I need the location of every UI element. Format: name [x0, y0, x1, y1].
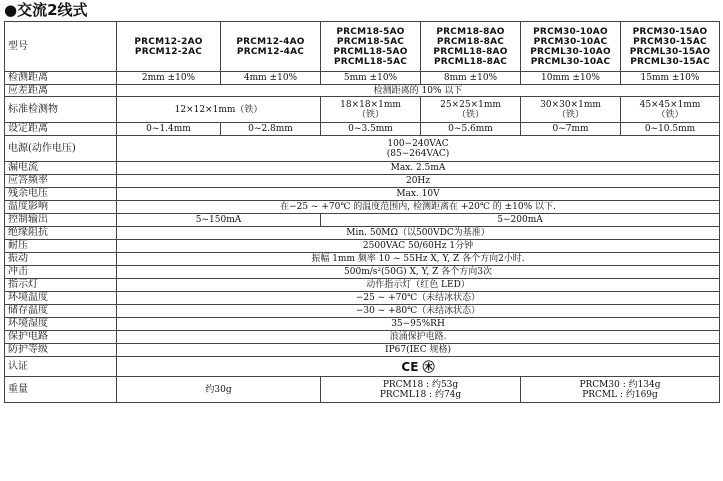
- vibration-row: [5, 253, 720, 266]
- row-label: 重量: [5, 377, 117, 403]
- row-label: 认证: [5, 357, 117, 377]
- model-cell: PRCM18-8AO PRCM18-8AC PRCML18-8AO PRCML18-8AC: [421, 22, 521, 72]
- value-cell: 2500VAC 50/60Hz 1分钟: [117, 240, 720, 253]
- value-cell: Min. 50MΩ（以500VDC为基准）: [117, 227, 720, 240]
- value-cell: 4mm ±10%: [221, 72, 321, 85]
- set-distance-row: [5, 123, 720, 136]
- value-cell: 约30g: [117, 377, 321, 403]
- row-label: 漏电流: [5, 162, 117, 175]
- model-cell: PRCM12-2AO PRCM12-2AC: [117, 22, 221, 72]
- row-label: 应差距离: [5, 85, 117, 97]
- row-label: 标准检测物: [5, 97, 117, 123]
- ambient-temp-row: [5, 292, 720, 305]
- row-label: 电源(动作电压): [5, 136, 117, 162]
- dielectric-row: [5, 240, 720, 253]
- model-label: 型号: [5, 22, 117, 72]
- certification-marks-icon: CE ㊍: [117, 357, 720, 377]
- row-label: 耐压: [5, 240, 117, 253]
- value-cell: −30 ~ +80℃（未结冰状态）: [117, 305, 720, 318]
- model-row: [5, 22, 720, 72]
- value-cell: 0~10.5mm: [621, 123, 720, 136]
- residual-row: [5, 188, 720, 201]
- hysteresis-row: [5, 85, 720, 97]
- value-cell: Max. 10V: [117, 188, 720, 201]
- ambient-humidity-row: [5, 318, 720, 331]
- value-cell: 0~1.4mm: [117, 123, 221, 136]
- shock-row: [5, 266, 720, 279]
- insulation-row: [5, 227, 720, 240]
- value-cell: 500m/s²(50G) X, Y, Z 各个方向3次: [117, 266, 720, 279]
- value-cell: 振幅 1mm 频率 10 ~ 55Hz X, Y, Z 各个方向2小时.: [117, 253, 720, 266]
- row-label: 储存温度: [5, 305, 117, 318]
- model-cell: PRCM30-15AO PRCM30-15AC PRCML30-15AO PRCML30-15AC: [621, 22, 720, 72]
- row-label: 设定距离: [5, 123, 117, 136]
- ip-rating-row: [5, 344, 720, 357]
- row-label: 检测距离: [5, 72, 117, 85]
- control-output-row: [5, 214, 720, 227]
- value-cell: 12×12×1mm（铁）: [117, 97, 321, 123]
- row-label: 振动: [5, 253, 117, 266]
- row-label: 应答频率: [5, 175, 117, 188]
- value-cell: 5−200mA: [321, 214, 720, 227]
- power-row: [5, 136, 720, 162]
- response-row: [5, 175, 720, 188]
- value-cell: 8mm ±10%: [421, 72, 521, 85]
- value-cell: PRCM18 : 约53g PRCML18 : 约74g: [321, 377, 521, 403]
- value-cell: 5~150mA: [117, 214, 321, 227]
- value-cell: PRCM30 : 约134g PRCML : 约169g: [521, 377, 720, 403]
- weight-row: [5, 377, 720, 403]
- row-label: 环境温度: [5, 292, 117, 305]
- temperature-row: [5, 201, 720, 214]
- standard-object-row: [5, 97, 720, 123]
- value-cell: IP67(IEC 规格): [117, 344, 720, 357]
- value-cell: 在−25 ~ +70℃ 的温度范围内, 检测距离在 +20℃ 的 ±10% 以下.: [117, 201, 720, 214]
- protection-row: [5, 331, 720, 344]
- page-title: ●交流2线式: [4, 1, 88, 19]
- row-label: 环境湿度: [5, 318, 117, 331]
- value-cell: 15mm ±10%: [621, 72, 720, 85]
- value-cell: 检测距离的 10% 以下: [117, 85, 720, 97]
- value-cell: 0~7mm: [521, 123, 621, 136]
- row-label: 指示灯: [5, 279, 117, 292]
- model-cell: PRCM30-10AO PRCM30-10AC PRCML30-10AO PRCML30-10AC: [521, 22, 621, 72]
- value-cell: 100−240VAC (85−264VAC): [117, 136, 720, 162]
- value-cell: 动作指示灯（红色 LED）: [117, 279, 720, 292]
- value-cell: 25×25×1mm （铁）: [421, 97, 521, 123]
- value-cell: 30×30×1mm （铁）: [521, 97, 621, 123]
- value-cell: 5mm ±10%: [321, 72, 421, 85]
- spec-table: [4, 21, 720, 403]
- value-cell: 浪涌保护电路.: [117, 331, 720, 344]
- detect-distance-row: [5, 72, 720, 85]
- indicator-row: [5, 279, 720, 292]
- row-label: 残余电压: [5, 188, 117, 201]
- row-label: 冲击: [5, 266, 117, 279]
- value-cell: 0~2.8mm: [221, 123, 321, 136]
- row-label: 控制输出: [5, 214, 117, 227]
- value-cell: 0~3.5mm: [321, 123, 421, 136]
- value-cell: −25 ~ +70℃（未结冰状态）: [117, 292, 720, 305]
- value-cell: 18×18×1mm （铁）: [321, 97, 421, 123]
- value-cell: 10mm ±10%: [521, 72, 621, 85]
- model-cell: PRCM18-5AO PRCM18-5AC PRCML18-5AO PRCML18-5AC: [321, 22, 421, 72]
- row-label: 绝缘阻抗: [5, 227, 117, 240]
- storage-temp-row: [5, 305, 720, 318]
- row-label: 保护电路: [5, 331, 117, 344]
- value-cell: 45×45×1mm （铁）: [621, 97, 720, 123]
- leakage-row: [5, 162, 720, 175]
- value-cell: 35−95%RH: [117, 318, 720, 331]
- value-cell: 0~5.6mm: [421, 123, 521, 136]
- value-cell: 2mm ±10%: [117, 72, 221, 85]
- certification-row: [5, 357, 720, 377]
- value-cell: Max. 2.5mA: [117, 162, 720, 175]
- row-label: 温度影响: [5, 201, 117, 214]
- row-label: 防护等级: [5, 344, 117, 357]
- value-cell: 20Hz: [117, 175, 720, 188]
- model-cell: PRCM12-4AO PRCM12-4AC: [221, 22, 321, 72]
